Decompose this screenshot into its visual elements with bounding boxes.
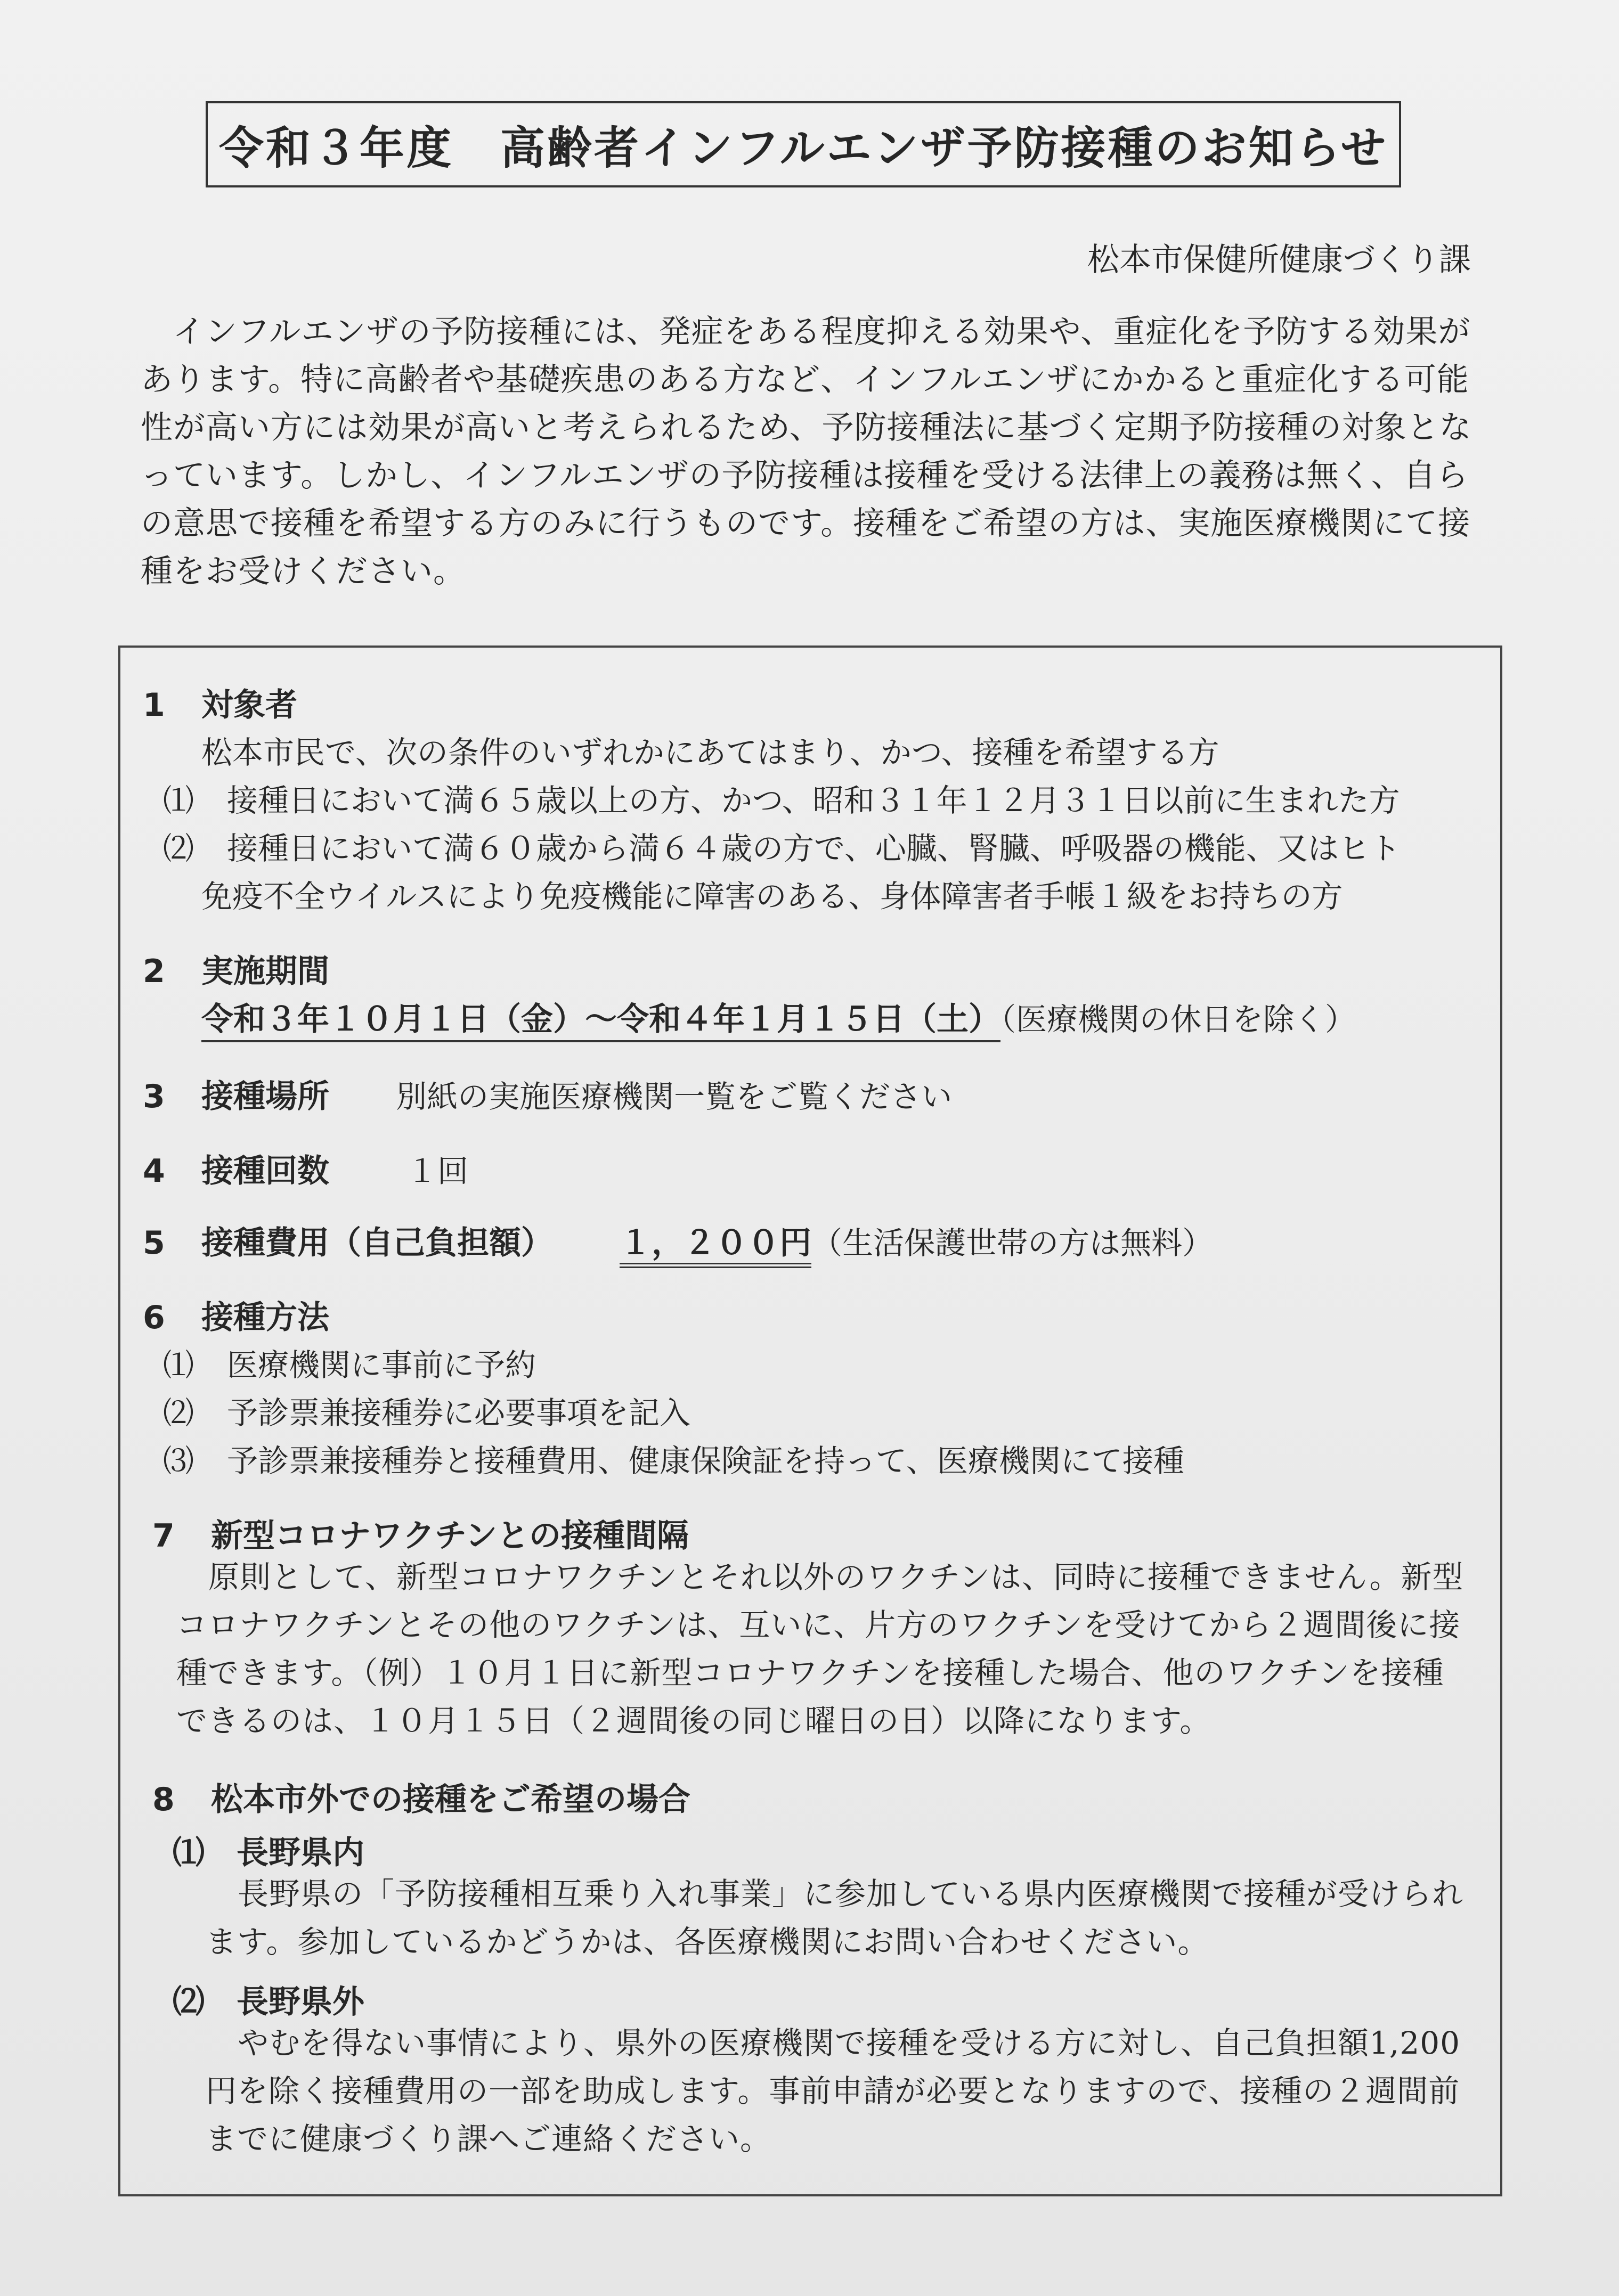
section-6-item-2: ⑵ 予診票兼接種券に必要事項を記入 — [163, 1395, 691, 1431]
section-number: 1 — [143, 687, 165, 724]
section-1-item-2: ⑵ 接種日において満６０歳から満６４歳の方で、心臓、腎臓、呼吸器の機能、又はヒト — [163, 830, 1401, 867]
intro-paragraph: インフルエンザの予防接種には、発症をある程度抑える効果や、重症化を予防する効果があります。特に高齢者や基礎疾患のある方など、インフルエンザにかかると重症化する可能性が高い方には効果が高いと考えられるため、予防接種法に基づく定期予防接種の対象となっています。しかし、インフルエンザの予防接種は接種を受ける法律上の義務は無く、自らの意思で接種を希望する方のみに行うものです。接種をご希望の方は、実施医療機関にて接種をお受けください。 — [141, 313, 1472, 590]
section-7-heading: 7 新型コロナワクチンとの接種間隔 — [152, 1517, 689, 1555]
section-1-lead: 松本市民で、次の条件のいずれかにあてはまり、かつ、接種を希望する方 — [201, 734, 1219, 771]
section-8-sub-2-heading: ⑵ 長野県外 — [173, 1983, 364, 2021]
section-1-item-1: ⑴ 接種日において満６５歳以上の方、かつ、昭和３１年１２月３１日以前に生まれた方 — [163, 782, 1400, 819]
section-1-item-2-cont: 免疫不全ウイルスにより免疫機能に障害のある、身体障害者手帳１級をお持ちの方 — [201, 878, 1343, 914]
section-7-body: 原則として、新型コロナワクチンとそれ以外のワクチンは、同時に接種できません。新型コロナワクチンとその他のワクチンは、互いに、片方のワクチンを受けてから２週間後に接種できます。（例）１０月１日に新型コロナワクチンを接種した場合、他のワクチンを接種できるのは、１０月１５日（２週間後の同じ曜日の日）以降になります。 — [176, 1559, 1464, 1739]
section-8-sub-1-body: 長野県の「予防接種相互乗り入れ事業」に参加している県内医療機関で接種が受けられます。参加しているかどうかは、各医療機関にお問い合わせください。 — [206, 1876, 1464, 1960]
period-note: （医療機関の休日を除く） — [1000, 1001, 1356, 1037]
section-title: 対象者 — [201, 687, 297, 724]
section-1-heading — [143, 680, 297, 725]
department-name: 松本市保健所健康づくり課 — [1087, 241, 1471, 279]
section-8-heading: 8 松本市外での接種をご希望の場合 — [152, 1781, 690, 1818]
section-2-period — [201, 994, 1356, 1040]
price-note: （生活保護世帯の方は無料） — [811, 1225, 1214, 1261]
section-8-sub-2-body: やむを得ない事情により、県外の医療機関で接種を受ける方に対し、自己負担額1,200円を除く接種費用の一部を助成します。事前申請が必要となりますので、接種の２週間前までに健康づくり課へご連絡ください。 — [206, 2025, 1461, 2157]
section-5-row: 5 接種費用（自己負担額） １，２００円（生活保護世帯の方は無料） — [143, 1218, 1213, 1263]
section-2-heading: 2 実施期間 — [143, 953, 329, 990]
document-title: 令和３年度 高齢者インフルエンザ予防接種のお知らせ — [206, 101, 1401, 187]
section-6-heading: 6 接種方法 — [143, 1299, 329, 1336]
section-4-value: １回 — [406, 1153, 469, 1189]
section-3-row: 3 接種場所 別紙の実施医療機関一覧をご覧ください — [143, 1078, 953, 1115]
details-box — [118, 646, 1502, 2196]
section-6-item-3: ⑶ 予診票兼接種券と接種費用、健康保険証を持って、医療機関にて接種 — [163, 1443, 1184, 1479]
period-dates: 令和３年１０月１日（金）～令和４年１月１５日（土） — [201, 1001, 1000, 1042]
section-4-row: 4 接種回数 １回 — [143, 1153, 469, 1190]
section-8-sub-1-heading: ⑴ 長野県内 — [173, 1834, 364, 1872]
section-3-value: 別紙の実施医療機関一覧をご覧ください — [396, 1078, 953, 1115]
price: １，２００円 — [620, 1224, 811, 1268]
section-6-item-1: ⑴ 医療機関に事前に予約 — [163, 1347, 536, 1383]
